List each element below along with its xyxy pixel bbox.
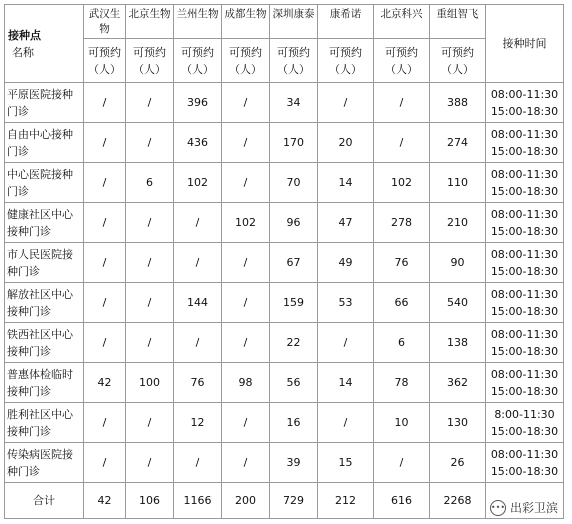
vendor-header: 成都生物 — [222, 5, 270, 39]
table-row — [5, 123, 564, 163]
total-cell: 200 — [222, 483, 270, 519]
time-header: 接种时间 — [486, 5, 564, 83]
time-morning: 08:00-11:30 — [490, 287, 559, 301]
time-cell — [486, 443, 564, 483]
quota-cell: 170 — [270, 123, 318, 163]
quota-cell: 210 — [430, 203, 486, 243]
vendor-header: 北京生物 — [126, 5, 174, 39]
quota-cell: / — [126, 323, 174, 363]
table-row — [5, 403, 564, 443]
corner-header-line1: 接种点 — [8, 28, 41, 42]
time-morning: 08:00-11:30 — [490, 127, 559, 141]
quota-cell: / — [318, 323, 374, 363]
chat-bubble-icon: ••• — [490, 500, 506, 516]
quota-cell: / — [222, 243, 270, 283]
unit-header: 可预约（人） — [318, 39, 374, 83]
quota-cell: / — [174, 243, 222, 283]
total-label: 合计 — [5, 483, 84, 519]
quota-cell: / — [84, 83, 126, 123]
time-afternoon: 15:00-18:30 — [490, 344, 559, 358]
corner-header-cell — [5, 5, 84, 83]
total-cell: 1166 — [174, 483, 222, 519]
quota-cell: 278 — [374, 203, 430, 243]
quota-cell: 110 — [430, 163, 486, 203]
time-morning: 08:00-11:30 — [490, 367, 559, 381]
quota-cell: 98 — [222, 363, 270, 403]
quota-cell: / — [222, 323, 270, 363]
time-cell — [486, 123, 564, 163]
site-name-cell: 传染病医院接种门诊 — [5, 443, 84, 483]
quota-cell: 96 — [270, 203, 318, 243]
time-cell — [486, 83, 564, 123]
time-morning: 08:00-11:30 — [490, 207, 559, 221]
quota-cell: 102 — [174, 163, 222, 203]
table-wrapper — [4, 4, 564, 519]
quota-cell: 12 — [174, 403, 222, 443]
quota-cell: / — [318, 83, 374, 123]
time-cell — [486, 283, 564, 323]
quota-cell: 159 — [270, 283, 318, 323]
quota-cell: 6 — [126, 163, 174, 203]
quota-cell: / — [318, 403, 374, 443]
quota-cell: 22 — [270, 323, 318, 363]
total-cell: 106 — [126, 483, 174, 519]
quota-cell: / — [84, 323, 126, 363]
quota-cell: 100 — [126, 363, 174, 403]
quota-cell: 436 — [174, 123, 222, 163]
quota-cell: / — [84, 123, 126, 163]
quota-cell: / — [84, 163, 126, 203]
quota-cell: 388 — [430, 83, 486, 123]
time-cell — [486, 323, 564, 363]
time-morning: 08:00-11:30 — [490, 247, 559, 261]
quota-cell: / — [374, 443, 430, 483]
quota-cell: 15 — [318, 443, 374, 483]
quota-cell: 14 — [318, 163, 374, 203]
quota-cell: 540 — [430, 283, 486, 323]
time-afternoon: 15:00-18:30 — [490, 464, 559, 478]
time-afternoon: 15:00-18:30 — [490, 184, 559, 198]
site-name-cell: 铁西社区中心接种门诊 — [5, 323, 84, 363]
quota-cell: 42 — [84, 363, 126, 403]
table-row — [5, 283, 564, 323]
quota-cell: / — [222, 83, 270, 123]
quota-cell: / — [174, 203, 222, 243]
vendor-header: 深圳康泰 — [270, 5, 318, 39]
table-row — [5, 243, 564, 283]
unit-header: 可预约（人） — [222, 39, 270, 83]
quota-cell: / — [126, 243, 174, 283]
site-name-cell: 自由中心接种门诊 — [5, 123, 84, 163]
unit-header: 可预约（人） — [84, 39, 126, 83]
quota-cell: 78 — [374, 363, 430, 403]
table-row — [5, 323, 564, 363]
time-afternoon: 15:00-18:30 — [490, 384, 559, 398]
table-row — [5, 83, 564, 123]
quota-cell: 90 — [430, 243, 486, 283]
quota-cell: 70 — [270, 163, 318, 203]
quota-cell: / — [222, 283, 270, 323]
quota-cell: / — [84, 403, 126, 443]
unit-header: 可预约（人） — [126, 39, 174, 83]
time-afternoon: 15:00-18:30 — [490, 304, 559, 318]
quota-cell: / — [174, 443, 222, 483]
quota-cell: 66 — [374, 283, 430, 323]
site-name-cell: 市人民医院接种门诊 — [5, 243, 84, 283]
time-cell — [486, 163, 564, 203]
quota-cell: 39 — [270, 443, 318, 483]
quota-cell: 20 — [318, 123, 374, 163]
quota-cell: / — [84, 443, 126, 483]
quota-cell: 53 — [318, 283, 374, 323]
table-row — [5, 363, 564, 403]
quota-cell: 47 — [318, 203, 374, 243]
vendor-header: 兰州生物 — [174, 5, 222, 39]
quota-cell: / — [84, 283, 126, 323]
time-afternoon: 15:00-18:30 — [490, 424, 559, 438]
unit-header: 可预约（人） — [374, 39, 430, 83]
header-row-units — [5, 39, 564, 83]
total-cell: 42 — [84, 483, 126, 519]
quota-cell: 16 — [270, 403, 318, 443]
quota-cell: 34 — [270, 83, 318, 123]
total-cell: 616 — [374, 483, 430, 519]
vendor-header: 康希诺 — [318, 5, 374, 39]
watermark-text: 出彩卫滨 — [509, 501, 558, 515]
time-cell — [486, 243, 564, 283]
time-morning: 08:00-11:30 — [490, 327, 559, 341]
quota-cell: 138 — [430, 323, 486, 363]
quota-cell: 10 — [374, 403, 430, 443]
time-cell — [486, 363, 564, 403]
site-name-cell: 中心医院接种门诊 — [5, 163, 84, 203]
quota-cell: / — [126, 83, 174, 123]
quota-cell: 14 — [318, 363, 374, 403]
time-afternoon: 15:00-18:30 — [490, 224, 559, 238]
quota-cell: / — [126, 283, 174, 323]
quota-cell: 274 — [430, 123, 486, 163]
site-name-cell: 平原医院接种门诊 — [5, 83, 84, 123]
table-row — [5, 443, 564, 483]
table-row — [5, 203, 564, 243]
quota-cell: / — [374, 123, 430, 163]
quota-cell: / — [126, 443, 174, 483]
unit-header: 可预约（人） — [270, 39, 318, 83]
total-cell: 729 — [270, 483, 318, 519]
time-cell — [486, 203, 564, 243]
time-cell — [486, 403, 564, 443]
time-morning: 8:00-11:30 — [494, 407, 555, 421]
time-morning: 08:00-11:30 — [490, 167, 559, 181]
vendor-header: 北京科兴 — [374, 5, 430, 39]
quota-cell: 362 — [430, 363, 486, 403]
time-morning: 08:00-11:30 — [490, 447, 559, 461]
watermark — [490, 499, 558, 516]
quota-cell: / — [126, 203, 174, 243]
time-afternoon: 15:00-18:30 — [490, 264, 559, 278]
quota-cell: / — [222, 163, 270, 203]
quota-cell: / — [222, 403, 270, 443]
quota-cell: / — [126, 403, 174, 443]
quota-cell: / — [174, 323, 222, 363]
quota-cell: / — [374, 83, 430, 123]
time-afternoon: 15:00-18:30 — [490, 144, 559, 158]
quota-cell: / — [222, 443, 270, 483]
total-cell: 212 — [318, 483, 374, 519]
header-row-vendors — [5, 5, 564, 39]
total-row — [5, 483, 564, 519]
quota-cell: 102 — [222, 203, 270, 243]
quota-cell: 26 — [430, 443, 486, 483]
quota-cell: / — [84, 203, 126, 243]
time-morning: 08:00-11:30 — [490, 87, 559, 101]
corner-header-line2: 名称 — [12, 45, 34, 59]
quota-cell: 49 — [318, 243, 374, 283]
quota-cell: 130 — [430, 403, 486, 443]
quota-cell: / — [222, 123, 270, 163]
quota-cell: / — [84, 243, 126, 283]
quota-cell: 76 — [174, 363, 222, 403]
site-name-cell: 健康社区中心接种门诊 — [5, 203, 84, 243]
vaccination-table — [4, 4, 564, 519]
quota-cell: / — [126, 123, 174, 163]
quota-cell: 56 — [270, 363, 318, 403]
unit-header: 可预约（人） — [430, 39, 486, 83]
table-row — [5, 163, 564, 203]
site-name-cell: 普惠体检临时接种门诊 — [5, 363, 84, 403]
quota-cell: 6 — [374, 323, 430, 363]
quota-cell: 76 — [374, 243, 430, 283]
time-afternoon: 15:00-18:30 — [490, 104, 559, 118]
quota-cell: 67 — [270, 243, 318, 283]
quota-cell: 396 — [174, 83, 222, 123]
site-name-cell: 解放社区中心接种门诊 — [5, 283, 84, 323]
unit-header: 可预约（人） — [174, 39, 222, 83]
total-cell: 2268 — [430, 483, 486, 519]
vendor-header: 重组智飞 — [430, 5, 486, 39]
quota-cell: 144 — [174, 283, 222, 323]
quota-cell: 102 — [374, 163, 430, 203]
vendor-header: 武汉生物 — [84, 5, 126, 39]
site-name-cell: 胜利社区中心接种门诊 — [5, 403, 84, 443]
